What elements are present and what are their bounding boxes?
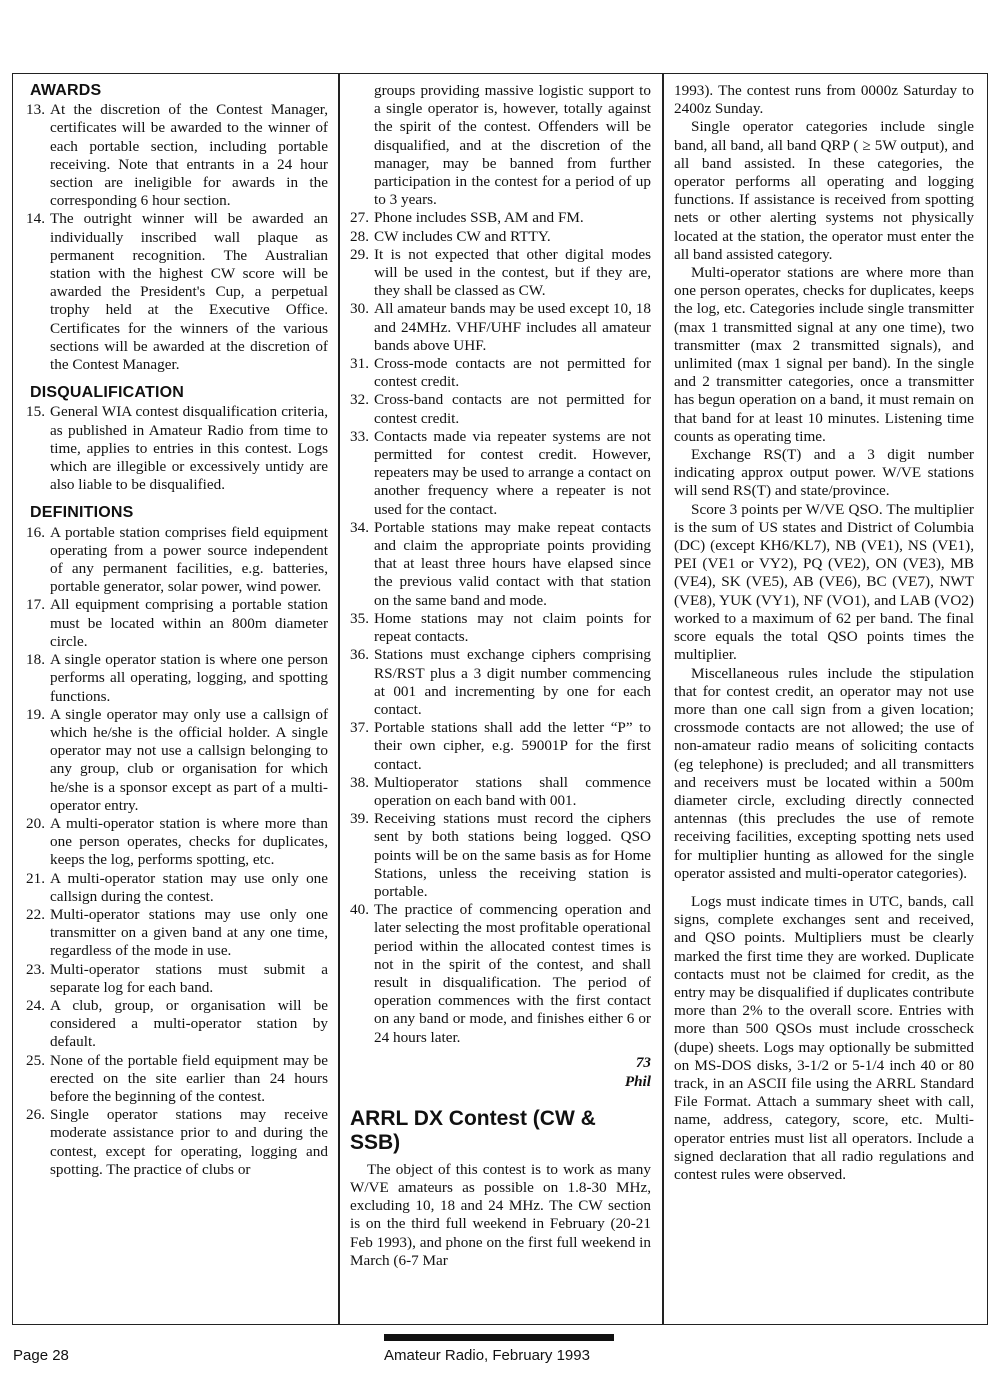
rule-text: It is not expected that other digital modes will be used in the contest, but if they are, they shall be classed as CW. bbox=[374, 245, 651, 300]
rule-number: 15. bbox=[26, 403, 45, 421]
rule-number: 13. bbox=[26, 101, 45, 119]
column-1 bbox=[26, 82, 328, 1179]
rule-text: A single operator may only use a callsign of which he/she is the official holder. A single operator may not use a callsign belonging to any group, club or organisation for which he/she is a sponsor except as part of a multi-operator entry. bbox=[50, 705, 328, 814]
rule-number: 16. bbox=[26, 523, 45, 541]
signature-name: Phil bbox=[624, 1072, 651, 1090]
rule-number: 38. bbox=[350, 773, 369, 791]
column-rule bbox=[338, 73, 340, 1325]
numbered-rule bbox=[26, 906, 328, 961]
rule-text: Cross-mode contacts are not permitted for contest credit. bbox=[374, 355, 651, 391]
rule-text: Single operator stations may receive moderate assistance prior to and during the contest, except for operating, logging and spotting. The practice of clubs or bbox=[50, 1106, 328, 1178]
rule-text: A single operator station is where one person performs all operating, logging, and spotting functions. bbox=[50, 651, 328, 705]
exchange-paragraph: Exchange RS(T) and a 3 digit number indicating approx output power. W/VE stations will send RS(T) and state/province. bbox=[674, 446, 974, 500]
rule-number: 19. bbox=[26, 705, 45, 723]
numbered-rule bbox=[26, 997, 328, 1052]
rule-text: Multi-operator stations must submit a separate log for each band. bbox=[50, 960, 328, 996]
rule-text: General WIA contest disqualification criteria, as published in Amateur Radio from time to time, applies to entries in this contest. Logs which are illegible or excessively untidy are also liable to be disqualified. bbox=[50, 403, 328, 494]
rule-text: Portable stations shall add the letter “P” to their own cipher, e.g. 59001P for the first contact. bbox=[374, 719, 651, 773]
rule-continuation bbox=[350, 82, 651, 209]
rule-text: A club, group, or organisation will be considered a multi-operator station by default. bbox=[50, 996, 328, 1051]
rule-number: 26. bbox=[26, 1106, 45, 1124]
rule-text: Phone includes SSB, AM and FM. bbox=[374, 209, 584, 227]
numbered-rule bbox=[26, 101, 328, 210]
awards-list bbox=[26, 101, 328, 374]
rule-number: 36. bbox=[350, 646, 369, 664]
rule-number: 32. bbox=[350, 391, 369, 409]
single-operator-paragraph: Single operator categories include single band, all band, all band QRP ( ≥ 5W output), and all band assisted. In these categories, the operator performs all operating and logging functions. If assistance is received from spotting nets or other alerting systems not physically located at the station, the operator must enter the all band assisted category. bbox=[674, 118, 974, 263]
rule-text: The outright winner will be awarded an individually inscribed wall plaque as permanent recognition. The Australian station with the highest CW score will be awarded the President's Cup, a perpetual trophy held at the Executive Office. Certificates for the winners of the various sections will be awarded at the discretion of the Contest Manager. bbox=[50, 210, 328, 374]
rule-text: Receiving stations must record the ciphers sent by both stations being logged. QSO points will be on the same basis as for Home Stations, unless the receiving station is portable. bbox=[374, 810, 651, 900]
rule-number: 27. bbox=[350, 209, 369, 227]
rule-text: A multi-operator station is where more than one person operates, checks for duplicates, keeps the log, performs spotting, etc. bbox=[50, 814, 328, 869]
numbered-rule bbox=[26, 961, 328, 997]
logs-paragraph: Logs must indicate times in UTC, bands, call signs, complete exchanges sent and received, and QSO points. Multipliers must be clearly marked the first time they are worked. Duplicate contacts must not be claimed for credit, as the entry may be disqualified if duplicates contribute more than 2% to the overall score. Entries with more than 500 QSOs must include crosscheck (dupe) sheets. Logs may optionally be submitted on MS-DOS disks, 3-1/2 or 5-1/4 inch 40 or 80 track, in an ASCII file using the ARRL Standard File Format. Attach a summary sheet with call, name, address, category, score, etc. Multi-operator entries must list all operators. Include a signed declaration that all radio regulations and contest rules were observed. bbox=[674, 892, 974, 1183]
contest-times-paragraph: 1993). The contest runs from 0000z Saturday to 2400z Sunday. bbox=[674, 82, 974, 118]
rule-number: 31. bbox=[350, 355, 369, 373]
arrl-paragraph: The object of this contest is to work as many W/VE amateurs as possible on 1.8-30 MHz, excluding 10, 18 and 24 MHz. The CW section is on the third full weekend in February (20-21 Feb 1993), and phone on the first full weekend in March (6-7 Mar bbox=[350, 1160, 651, 1269]
rule-text: Portable stations may make repeat contacts and claim the appropriate points providing that at least three hours have elapsed since the previous valid contact with that station on the same band and mode. bbox=[374, 518, 651, 609]
rule-number: 14. bbox=[26, 210, 45, 228]
rule-number: 33. bbox=[350, 427, 369, 445]
rule-number: 22. bbox=[26, 905, 45, 923]
numbered-rule bbox=[350, 519, 651, 610]
rule-number: 35. bbox=[350, 609, 369, 627]
page-number: Page 28 bbox=[13, 1347, 69, 1364]
numbered-rule bbox=[350, 610, 651, 646]
numbered-rule bbox=[26, 1106, 328, 1179]
column-rule bbox=[662, 73, 664, 1325]
numbered-rule bbox=[350, 246, 651, 301]
numbered-rule bbox=[26, 706, 328, 815]
numbered-rule bbox=[350, 810, 651, 901]
numbered-rule bbox=[350, 901, 651, 1047]
rule-text: A multi-operator station may use only one callsign during the contest. bbox=[50, 869, 328, 905]
numbered-rule bbox=[350, 355, 651, 391]
rule-26-continued: groups providing massive logistic support to a single operator is, however, totally against the spirit of the contest. Offenders will be disqualified, and at the discretion of the manager, may be banned from further participation in the contest for a period of up to 3 years. bbox=[374, 82, 651, 209]
rules-list bbox=[350, 209, 651, 1046]
numbered-rule bbox=[26, 403, 328, 494]
rule-text: None of the portable field equipment may be erected on the site earlier than 24 hours before the beginning of the contest. bbox=[50, 1051, 328, 1105]
rule-text: All equipment comprising a portable station must be located within an 800m diameter circle. bbox=[50, 596, 328, 650]
rule-text: Stations must exchange ciphers comprising RS/RST plus a 3 digit number commencing at 001 and incrementing by one for each contact. bbox=[374, 646, 651, 718]
score-paragraph: Score 3 points per W/VE QSO. The multiplier is the sum of US states and District of Columbia (DC) (except KH6/KL7), NB (VE1), NS (VE1), PEI (VE1 or VY2), PQ (VE2), ON (VE3), MB (VE4), SK (VE5), AB (VE6), BC (VE7), NWT (VE8), YUK (VY1), NF (VO1), and LAB (VO2) worked to a maximum of 62 per band. The final score equals the total QSO points times the multiplier. bbox=[674, 500, 974, 664]
rule-text: CW includes CW and RTTY. bbox=[374, 227, 551, 245]
magazine-credit: Amateur Radio, February 1993 bbox=[384, 1347, 590, 1364]
rule-number: 25. bbox=[26, 1051, 45, 1069]
definitions-heading: DEFINITIONS bbox=[30, 504, 134, 522]
rule-text: The practice of commencing operation and later selecting the most profitable operational period within the allocated contest times is not in the spirit of the contest, and shall result in disqualification. The period of operation commences with the first contact on any band or mode, and finishes either 6 or 24 hours later. bbox=[374, 901, 651, 1046]
numbered-rule bbox=[26, 651, 328, 706]
rule-number: 37. bbox=[350, 719, 369, 737]
misc-rules-paragraph: Miscellaneous rules include the stipulation that for contest credit, an operator may not use more than one call sign from a given location; crossmode contacts are not allowed; the use of non-amateur radio means of soliciting contacts (eg telephone) is precluded; and all transmitters and receivers must be located within a 500m diameter circle, excluding directly connected antennas (this precludes the use of remote receiving facilities, excepting spotting nets used for multiplier hunting as allowed for the single operator assisted and multi-operator categories). bbox=[674, 664, 974, 882]
numbered-rule bbox=[350, 719, 651, 774]
rule-text: At the discretion of the Contest Manager, certificates will be awarded to the winner of each portable section, including portable receiving. Note that entrants in a 24 hour section are ineligible for awards in the corresponding 6 hour section. bbox=[50, 101, 328, 210]
signature bbox=[350, 1053, 651, 1091]
signature-73: 73 bbox=[635, 1053, 651, 1071]
numbered-rule bbox=[26, 815, 328, 870]
rule-text: Cross-band contacts are not permitted for contest credit. bbox=[374, 391, 651, 427]
numbered-rule bbox=[350, 300, 651, 355]
rule-text: A portable station comprises field equipment operating from a power source independent of any permanent facilities, e.g. batteries, portable generator, solar power, wind power. bbox=[50, 523, 328, 596]
numbered-rule bbox=[350, 391, 651, 427]
rule-text: Contacts made via repeater systems are not permitted for contest credit. However, repeaters may be used to arrange a contact on another frequency where a repeater is not used for the contact. bbox=[374, 427, 651, 518]
rule-number: 21. bbox=[26, 869, 45, 887]
rule-number: 40. bbox=[350, 901, 369, 919]
numbered-rule bbox=[350, 646, 651, 719]
rule-number: 34. bbox=[350, 518, 369, 536]
rule-text: Multi-operator stations may use only one transmitter on a given band at any one time, regardless of the mode in use. bbox=[50, 905, 328, 960]
rule-text: Home stations may not claim points for repeat contacts. bbox=[374, 609, 651, 646]
arrl-heading: ARRL DX Contest (CW & SSB) bbox=[350, 1106, 596, 1154]
multi-operator-paragraph: Multi-operator stations are where more than one person operates, checks for duplicates, keeps the log, etc. Categories include single transmitter (max 1 transmitted signal at any one time), two transmitter (max 2 transmitted signals), and unlimited (max 1 signal per band). In the single and 2 transmitter categories, once a transmitter has begun operation on a band, it must remain on that band for at least 10 minutes. Listening time counts as operating time. bbox=[674, 264, 974, 445]
numbered-rule bbox=[26, 1052, 328, 1107]
rule-text: All amateur bands may be used except 10, 18 and 24MHz. VHF/UHF includes all amateur bands above UHF. bbox=[374, 300, 651, 354]
column-3 bbox=[674, 82, 974, 1184]
numbered-rule bbox=[26, 870, 328, 906]
numbered-rule bbox=[350, 774, 651, 810]
rule-number: 30. bbox=[350, 300, 369, 318]
footer-bar bbox=[384, 1334, 614, 1341]
rule-text: Multioperator stations shall commence operation on each band with 001. bbox=[374, 773, 651, 809]
numbered-rule bbox=[350, 428, 651, 519]
rule-number: 18. bbox=[26, 651, 45, 669]
numbered-rule bbox=[350, 228, 651, 246]
rule-number: 17. bbox=[26, 596, 45, 614]
numbered-rule bbox=[350, 209, 651, 227]
disqualification-heading: DISQUALIFICATION bbox=[30, 384, 185, 402]
definitions-list bbox=[26, 524, 328, 1179]
rule-number: 20. bbox=[26, 814, 45, 832]
rule-number: 29. bbox=[350, 245, 369, 263]
rule-number: 23. bbox=[26, 960, 45, 978]
rule-number: 28. bbox=[350, 227, 369, 245]
numbered-rule bbox=[26, 596, 328, 651]
column-2 bbox=[350, 82, 651, 1270]
numbered-rule bbox=[26, 524, 328, 597]
disqualification-list bbox=[26, 403, 328, 494]
awards-heading: AWARDS bbox=[30, 82, 102, 99]
numbered-rule bbox=[26, 210, 328, 374]
rule-number: 39. bbox=[350, 810, 369, 828]
rule-number: 24. bbox=[26, 996, 45, 1014]
